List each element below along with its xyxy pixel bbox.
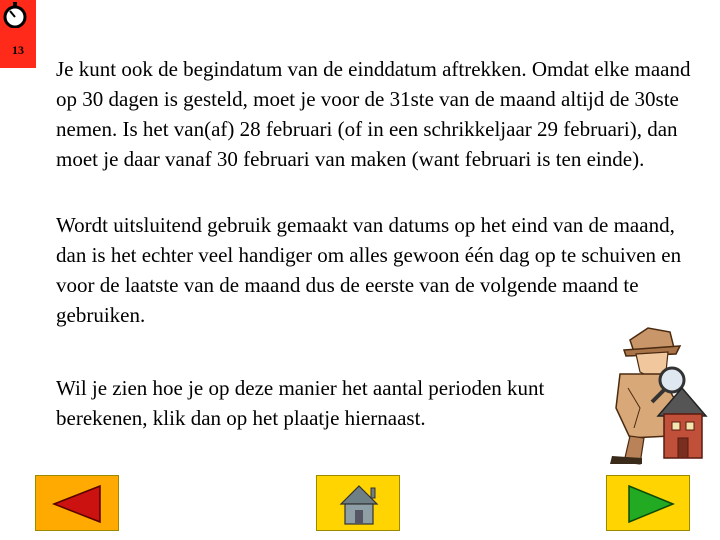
triangle-right-icon xyxy=(607,476,691,532)
page-number: 13 xyxy=(12,43,24,57)
stopwatch-icon xyxy=(2,2,28,28)
paragraph-end-of-month: Wordt uitsluitend gebruik gemaakt van datums op het eind van de maand, dan is het echter veel handiger om alles gewoon één dag op te schuiven en voor de laatste van de maand dus de eerste van de volgende maand te gebruiken. xyxy=(56,213,682,327)
next-button[interactable] xyxy=(606,475,690,531)
sidebar-accent xyxy=(0,0,36,68)
previous-button[interactable] xyxy=(35,475,119,531)
triangle-left-icon xyxy=(36,476,120,532)
detective-house-icon[interactable] xyxy=(590,318,712,468)
paragraph-intro: Je kunt ook de begindatum van de einddatum aftrekken. Omdat elke maand op 30 dagen is gesteld, moet je voor de 31ste van de maand altijd de 30ste nemen. Is het van(af) 28 februari (of in een schrikkeljaar 29 februari), dan moet je daar vanaf 30 februari van maken (want februari is ten einde). xyxy=(56,57,691,171)
home-button[interactable] xyxy=(316,475,400,531)
paragraph-click-hint: Wil je zien hoe je op deze manier het aantal perioden kunt berekenen, klik dan op het plaatje hiernaast. xyxy=(56,376,545,430)
home-icon xyxy=(317,476,401,532)
